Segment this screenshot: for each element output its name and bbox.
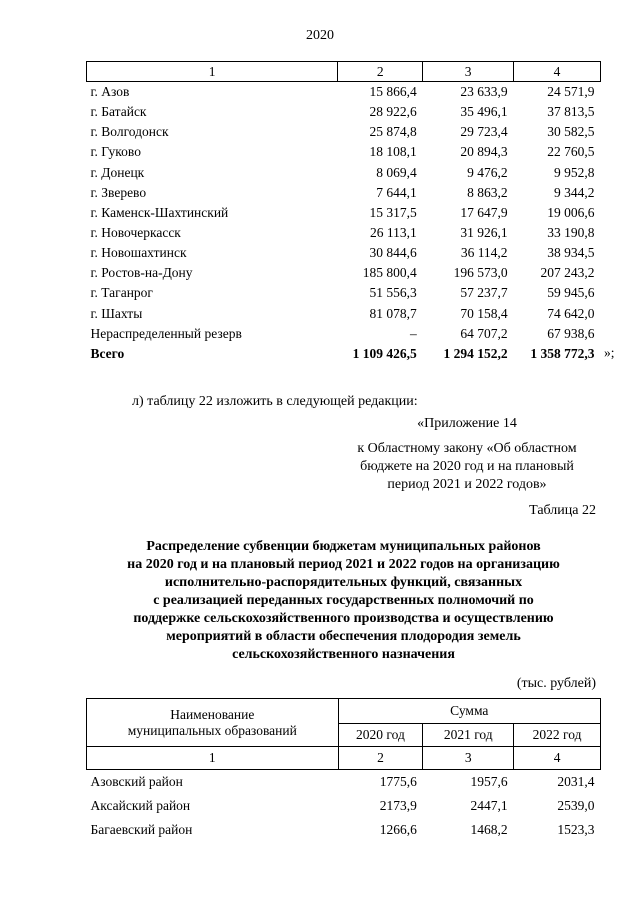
value-2020: 30 844,6 (369, 245, 417, 261)
value-2021: 9 476,2 (467, 164, 508, 180)
closing-quote: »; (604, 345, 615, 360)
value-2021: 2447,1 (470, 798, 508, 813)
row-name: г. Каменск-Шахтинский (90, 204, 229, 220)
column-number: 3 (423, 747, 514, 770)
appendix-heading: «Приложение 14 (417, 416, 517, 431)
row-name: Нераспределенный резерв (90, 325, 242, 341)
total-2022: 1 358 772,3 (530, 345, 595, 361)
row-name: г. Таганрог (90, 285, 153, 301)
value-2020: 15 866,4 (369, 84, 417, 100)
table-row (87, 818, 601, 842)
value-2021: 57 237,7 (460, 285, 508, 301)
table-row (87, 82, 601, 103)
value-2020: 28 922,6 (369, 104, 417, 120)
value-2022: 74 642,0 (547, 305, 595, 321)
row-name: г. Шахты (90, 305, 143, 321)
value-2022: 2031,4 (557, 774, 595, 789)
title-line: с реализацией переданных государственных полномочий по (153, 593, 534, 608)
total-2020: 1 109 426,5 (352, 345, 417, 361)
value-2022: 19 006,6 (547, 204, 595, 220)
table-row (87, 142, 601, 162)
value-2022: 67 938,6 (547, 325, 595, 341)
column-numbers-row (87, 747, 601, 770)
total-label: Всего (90, 345, 125, 361)
total-2021: 1 294 152,2 (443, 345, 508, 361)
title-line: на 2020 год и на плановый период 2021 и 2022 годов на организацию (127, 557, 560, 572)
value-2020: 1266,6 (379, 822, 417, 837)
title-line: сельскохозяйственного назначения (232, 647, 455, 662)
value-2021: 70 158,4 (460, 305, 508, 321)
column-number: 1 (87, 62, 338, 82)
subvention-cities-table (86, 61, 601, 364)
value-2021: 20 894,3 (460, 144, 508, 160)
row-name: г. Волгодонск (90, 124, 169, 140)
sum-column-header: Сумма (338, 699, 600, 724)
value-2021: 35 496,1 (460, 104, 508, 120)
value-2022: 22 760,5 (547, 144, 595, 160)
value-2022: 24 571,9 (547, 84, 595, 100)
table-header-row (87, 62, 601, 82)
row-name: г. Новошахтинск (90, 245, 187, 261)
name-column-header (87, 699, 339, 747)
value-2022: 207 243,2 (540, 265, 595, 281)
table-row (87, 324, 601, 344)
value-2021: 196 573,0 (453, 265, 508, 281)
row-name: г. Азов (90, 84, 130, 100)
table-row (87, 102, 601, 122)
value-2021: 31 926,1 (460, 225, 508, 241)
value-2021: 64 707,2 (460, 325, 508, 341)
table-row (87, 163, 601, 183)
row-name: г. Гуково (90, 144, 141, 160)
table-row (87, 304, 601, 324)
row-name: г. Ростов-на-Дону (90, 265, 193, 281)
value-2021: 36 114,2 (460, 245, 508, 261)
header-line: муниципальных образований (127, 722, 297, 738)
appendix-note-line: период 2021 и 2022 годов» (387, 477, 547, 492)
value-2021: 23 633,9 (460, 84, 508, 100)
title-line: мероприятий в области обеспечения плодородия земель (166, 629, 521, 644)
amendment-paragraph: л) таблицу 22 изложить в следующей редакции: (132, 394, 418, 409)
appendix-note-line: к Областному закону «Об областном (357, 441, 577, 456)
total-row (87, 344, 601, 364)
subvention-districts-table (86, 698, 601, 842)
column-number: 2 (338, 62, 423, 82)
table-row (87, 243, 601, 263)
value-2020: 25 874,8 (369, 124, 417, 140)
table-row (87, 283, 601, 303)
row-name: г. Новочеркасск (90, 225, 181, 241)
value-2021: 1468,2 (470, 822, 508, 837)
value-2020: 8 069,4 (376, 164, 417, 180)
table-header-row (87, 699, 601, 724)
header-line: Наименование (170, 706, 255, 722)
value-2022: 9 344,2 (554, 184, 595, 200)
year-header: 2021 год (423, 724, 514, 747)
value-2022: 59 945,6 (547, 285, 595, 301)
value-2020: 26 113,1 (369, 225, 417, 241)
row-name: Багаевский район (90, 822, 193, 837)
value-2022: 9 952,8 (554, 164, 595, 180)
value-2021: 29 723,4 (460, 124, 508, 140)
units-label: (тыс. рублей) (516, 676, 596, 691)
value-2020: – (409, 325, 417, 341)
table-label: Таблица 22 (529, 503, 596, 518)
value-2020: 1775,6 (379, 774, 417, 789)
value-2020: 7 644,1 (376, 184, 417, 200)
table-row (87, 263, 601, 283)
column-number: 4 (514, 747, 601, 770)
row-name: г. Зверево (90, 184, 147, 200)
appendix-note-line: бюджете на 2020 год и на плановый (360, 459, 574, 474)
value-2021: 1957,6 (470, 774, 508, 789)
row-name: г. Донецк (90, 164, 145, 180)
table-row (87, 794, 601, 818)
value-2022: 33 190,8 (547, 225, 595, 241)
table-row (87, 122, 601, 142)
table-row (87, 183, 601, 203)
value-2022: 38 934,5 (547, 245, 595, 261)
title-line: исполнительно-распорядительных функций, связанных (164, 575, 523, 590)
value-2022: 30 582,5 (547, 124, 595, 140)
value-2020: 2173,9 (379, 798, 417, 813)
value-2021: 17 647,9 (460, 204, 508, 220)
table-row (87, 223, 601, 243)
page-number: 2020 (306, 28, 334, 43)
value-2022: 1523,3 (557, 822, 595, 837)
row-name: Аксайский район (90, 798, 191, 813)
value-2020: 185 800,4 (362, 265, 417, 281)
row-name: Азовский район (90, 774, 183, 789)
year-header: 2020 год (338, 724, 423, 747)
table-row (87, 203, 601, 223)
value-2022: 2539,0 (557, 798, 595, 813)
title-line: Распределение субвенции бюджетам муниципальных районов (146, 539, 541, 554)
column-number: 2 (338, 747, 423, 770)
table-title (86, 538, 601, 664)
value-2022: 37 813,5 (547, 104, 595, 120)
value-2020: 51 556,3 (369, 285, 417, 301)
title-line: поддержке сельскохозяйственного производства и осуществлению (133, 611, 554, 626)
value-2020: 81 078,7 (369, 305, 417, 321)
column-number: 1 (87, 747, 339, 770)
value-2020: 15 317,5 (369, 204, 417, 220)
table-row (87, 770, 601, 795)
column-number: 3 (423, 62, 514, 82)
row-name: г. Батайск (90, 104, 147, 120)
column-number: 4 (514, 62, 601, 82)
value-2021: 8 863,2 (467, 184, 508, 200)
year-header: 2022 год (514, 724, 601, 747)
value-2020: 18 108,1 (369, 144, 417, 160)
